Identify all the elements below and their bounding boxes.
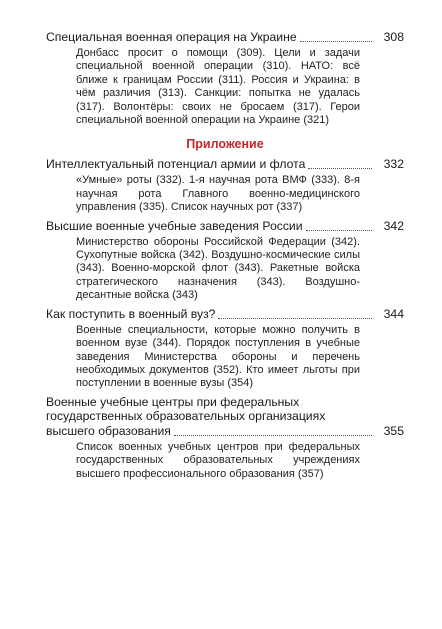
dot-leader bbox=[300, 40, 372, 42]
toc-entry-training-centers bbox=[46, 395, 404, 481]
toc-page-number: 355 bbox=[383, 423, 404, 438]
toc-page-number: 344 bbox=[383, 306, 404, 321]
toc-page-number: 342 bbox=[383, 218, 404, 233]
toc-page-number: 308 bbox=[383, 30, 404, 44]
toc-entry-higher-schools bbox=[46, 219, 404, 303]
toc-page-number: 332 bbox=[383, 157, 404, 172]
dot-leader bbox=[308, 167, 372, 169]
toc-entry-row[interactable] bbox=[46, 307, 404, 322]
toc-entry-row[interactable] bbox=[46, 219, 404, 234]
toc-entry-subtopics: Министерство обороны Российской Федерации (342). Сухопутные войска (342). Воздушно-космические силы (343). Военно-морской флот (343). Ракетные войска стратегического назначения (343). Воздушно-десантные войска (343) bbox=[76, 235, 360, 302]
toc-entry-intellectual bbox=[46, 157, 404, 214]
dot-leader bbox=[218, 317, 372, 319]
toc-entry-title-line: высшего образования bbox=[46, 423, 171, 438]
toc-entry-row[interactable] bbox=[46, 30, 404, 45]
toc-entry-title-line: Военные учебные центры при федеральных bbox=[46, 394, 300, 409]
toc-entry-subtopics: Список военных учебных центров при федеральных государственных образовательных учреждениях высшего профессионального образования (357) bbox=[76, 440, 360, 480]
dot-leader bbox=[306, 229, 372, 231]
toc-entry-row[interactable] bbox=[46, 395, 404, 439]
toc-entry-title: Специальная военная операция на Украине bbox=[46, 30, 297, 44]
toc-entry-title: Высшие военные учебные заведения России bbox=[46, 218, 303, 233]
toc-entry-title: Как поступить в военный вуз? bbox=[46, 306, 216, 321]
toc-entry-svo bbox=[46, 30, 404, 127]
dot-leader bbox=[174, 434, 372, 436]
toc-entry-subtopics: Военные специальности, которые можно получить в военном вузе (344). Порядок поступления в учебные заведения Министерства обороны и перечень необходимых документов (352). Кто имеет льготы при поступлении в военные вузы (354) bbox=[76, 323, 360, 390]
toc-entry-subtopics: «Умные» роты (332). 1-я научная рота ВМФ (333). 8-я научная рота Главного военно-медицинского управления (335). Список научных рот (337) bbox=[76, 174, 360, 214]
toc-entry-title-line: государственных образовательных организациях bbox=[46, 409, 326, 424]
toc-entry-row[interactable] bbox=[46, 157, 404, 172]
toc-entry-admission bbox=[46, 307, 404, 391]
toc-entry-subtopics: Донбасс просит о помощи (309). Цели и задачи специальной военной операции (310). НАТО: всё ближе к границам России (311). Россия и Украина: в чём различия (313). Санкции: попытка не удалась (317). Волонтёры: своих не бросаем (317). Герои специальной военной операции на Украине (321) bbox=[76, 47, 360, 127]
toc-entry-title: Интеллектуальный потенциал армии и флота bbox=[46, 157, 306, 172]
section-title: Приложение bbox=[186, 137, 264, 152]
